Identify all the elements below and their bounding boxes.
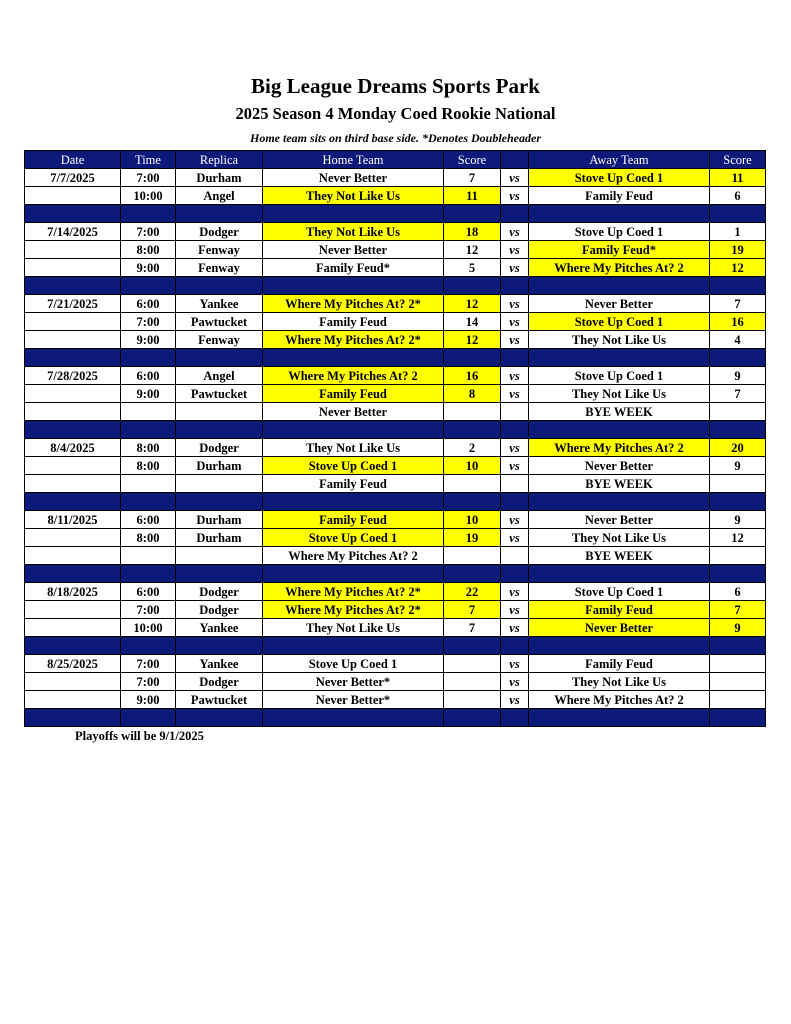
home-team: Family Feud* <box>263 259 444 277</box>
game-replica-field: Pawtucket <box>176 313 263 331</box>
separator-cell <box>25 637 121 655</box>
game-replica-field: Fenway <box>176 241 263 259</box>
separator-cell <box>501 349 529 367</box>
separator-cell <box>501 637 529 655</box>
game-replica-field: Pawtucket <box>176 691 263 709</box>
separator-cell <box>444 205 501 223</box>
separator-cell <box>444 493 501 511</box>
home-score: 8 <box>444 385 501 403</box>
vs-label: vs <box>501 511 529 529</box>
game-row <box>25 529 766 547</box>
away-score: 1 <box>710 223 766 241</box>
separator-cell <box>121 709 176 727</box>
vs-label: vs <box>501 223 529 241</box>
home-score: 2 <box>444 439 501 457</box>
separator-cell <box>25 493 121 511</box>
game-replica-field: Durham <box>176 169 263 187</box>
home-team: Where My Pitches At? 2* <box>263 331 444 349</box>
schedule-note: Home team sits on third base side. *Denotes Doubleheader <box>250 131 541 145</box>
separator-cell <box>176 421 263 439</box>
game-row <box>25 673 766 691</box>
separator-cell <box>710 637 766 655</box>
week-separator-row <box>25 349 766 367</box>
game-date <box>25 547 121 565</box>
away-team: Stove Up Coed 1 <box>529 367 710 385</box>
game-replica-field: Angel <box>176 367 263 385</box>
game-row <box>25 331 766 349</box>
game-replica-field: Yankee <box>176 295 263 313</box>
separator-cell <box>444 637 501 655</box>
game-date: 7/7/2025 <box>25 169 121 187</box>
home-team: Where My Pitches At? 2* <box>263 601 444 619</box>
game-replica-field <box>176 475 263 493</box>
away-team: Family Feud* <box>529 241 710 259</box>
week-separator-row <box>25 277 766 295</box>
separator-cell <box>263 205 444 223</box>
game-date <box>25 529 121 547</box>
game-date: 8/18/2025 <box>25 583 121 601</box>
home-team: Family Feud <box>263 385 444 403</box>
vs-label: vs <box>501 313 529 331</box>
game-date <box>25 619 121 637</box>
away-score <box>710 673 766 691</box>
game-row <box>25 475 766 493</box>
game-row <box>25 313 766 331</box>
home-score: 7 <box>444 619 501 637</box>
separator-cell <box>710 493 766 511</box>
game-date <box>25 259 121 277</box>
vs-label: vs <box>501 331 529 349</box>
away-score: 4 <box>710 331 766 349</box>
separator-cell <box>121 493 176 511</box>
game-time: 9:00 <box>121 691 176 709</box>
game-row <box>25 511 766 529</box>
game-replica-field <box>176 547 263 565</box>
home-score: 16 <box>444 367 501 385</box>
home-team: They Not Like Us <box>263 187 444 205</box>
away-score: 20 <box>710 439 766 457</box>
game-time: 7:00 <box>121 313 176 331</box>
schedule-table <box>24 150 766 727</box>
vs-label <box>501 403 529 421</box>
separator-cell <box>263 709 444 727</box>
away-score <box>710 655 766 673</box>
separator-cell <box>710 349 766 367</box>
home-score: 12 <box>444 331 501 349</box>
away-score <box>710 547 766 565</box>
separator-cell <box>176 349 263 367</box>
game-replica-field: Pawtucket <box>176 385 263 403</box>
away-score: 7 <box>710 385 766 403</box>
game-replica-field: Yankee <box>176 655 263 673</box>
home-team: Stove Up Coed 1 <box>263 655 444 673</box>
game-time: 8:00 <box>121 439 176 457</box>
game-time: 9:00 <box>121 259 176 277</box>
game-time: 7:00 <box>121 169 176 187</box>
vs-label: vs <box>501 295 529 313</box>
vs-label <box>501 475 529 493</box>
separator-cell <box>444 349 501 367</box>
separator-cell <box>121 637 176 655</box>
away-score: 11 <box>710 169 766 187</box>
game-row <box>25 583 766 601</box>
game-replica-field: Durham <box>176 457 263 475</box>
home-score: 22 <box>444 583 501 601</box>
home-team: Never Better <box>263 241 444 259</box>
away-team: Family Feud <box>529 187 710 205</box>
away-score: 16 <box>710 313 766 331</box>
separator-cell <box>263 493 444 511</box>
game-replica-field: Dodger <box>176 673 263 691</box>
game-date <box>25 691 121 709</box>
week-separator-row <box>25 493 766 511</box>
away-team: Stove Up Coed 1 <box>529 583 710 601</box>
game-time <box>121 475 176 493</box>
away-team: They Not Like Us <box>529 529 710 547</box>
away-score <box>710 403 766 421</box>
home-team: Where My Pitches At? 2 <box>263 547 444 565</box>
away-score: 12 <box>710 259 766 277</box>
separator-cell <box>25 205 121 223</box>
home-score <box>444 547 501 565</box>
separator-cell <box>501 277 529 295</box>
home-score: 11 <box>444 187 501 205</box>
separator-cell <box>176 709 263 727</box>
playoffs-note: Playoffs will be 9/1/2025 <box>75 729 204 743</box>
away-score: 7 <box>710 295 766 313</box>
vs-label: vs <box>501 601 529 619</box>
vs-label: vs <box>501 241 529 259</box>
separator-cell <box>263 277 444 295</box>
game-time: 8:00 <box>121 457 176 475</box>
game-date <box>25 385 121 403</box>
separator-cell <box>529 205 710 223</box>
game-date: 8/25/2025 <box>25 655 121 673</box>
separator-cell <box>25 349 121 367</box>
away-score <box>710 691 766 709</box>
separator-cell <box>710 277 766 295</box>
vs-label: vs <box>501 187 529 205</box>
game-time: 6:00 <box>121 583 176 601</box>
game-replica-field: Dodger <box>176 583 263 601</box>
game-time <box>121 403 176 421</box>
game-row <box>25 547 766 565</box>
game-time: 7:00 <box>121 655 176 673</box>
separator-cell <box>25 421 121 439</box>
separator-cell <box>501 493 529 511</box>
home-score <box>444 475 501 493</box>
away-team: Never Better <box>529 295 710 313</box>
game-date <box>25 241 121 259</box>
vs-label: vs <box>501 259 529 277</box>
vs-label: vs <box>501 367 529 385</box>
away-team: Never Better <box>529 511 710 529</box>
home-score <box>444 403 501 421</box>
game-row <box>25 655 766 673</box>
home-score: 19 <box>444 529 501 547</box>
separator-cell <box>710 709 766 727</box>
week-separator-row <box>25 709 766 727</box>
home-score: 7 <box>444 601 501 619</box>
separator-cell <box>444 565 501 583</box>
vs-label <box>501 547 529 565</box>
separator-cell <box>176 493 263 511</box>
game-time: 7:00 <box>121 673 176 691</box>
game-row <box>25 241 766 259</box>
home-score: 5 <box>444 259 501 277</box>
home-team: Family Feud <box>263 511 444 529</box>
game-date: 7/28/2025 <box>25 367 121 385</box>
vs-label: vs <box>501 673 529 691</box>
game-time: 9:00 <box>121 385 176 403</box>
home-team: Family Feud <box>263 313 444 331</box>
game-row <box>25 385 766 403</box>
game-date <box>25 601 121 619</box>
separator-cell <box>529 709 710 727</box>
away-score: 7 <box>710 601 766 619</box>
home-score: 12 <box>444 295 501 313</box>
game-time: 8:00 <box>121 241 176 259</box>
game-time: 6:00 <box>121 367 176 385</box>
away-team: Stove Up Coed 1 <box>529 223 710 241</box>
separator-cell <box>121 205 176 223</box>
away-team: Stove Up Coed 1 <box>529 169 710 187</box>
separator-cell <box>444 421 501 439</box>
vs-label: vs <box>501 691 529 709</box>
vs-label: vs <box>501 655 529 673</box>
vs-label: vs <box>501 169 529 187</box>
separator-cell <box>529 637 710 655</box>
separator-cell <box>444 709 501 727</box>
game-replica-field: Yankee <box>176 619 263 637</box>
vs-label: vs <box>501 385 529 403</box>
separator-cell <box>176 637 263 655</box>
game-row <box>25 691 766 709</box>
game-time: 6:00 <box>121 511 176 529</box>
away-score: 9 <box>710 619 766 637</box>
game-replica-field: Dodger <box>176 223 263 241</box>
col-header-replica: Replica <box>176 151 263 169</box>
game-row <box>25 187 766 205</box>
game-row <box>25 403 766 421</box>
home-team: Stove Up Coed 1 <box>263 457 444 475</box>
game-date <box>25 403 121 421</box>
home-team: Never Better <box>263 403 444 421</box>
game-row <box>25 457 766 475</box>
separator-cell <box>501 421 529 439</box>
away-score: 6 <box>710 187 766 205</box>
separator-cell <box>529 493 710 511</box>
away-team: BYE WEEK <box>529 403 710 421</box>
separator-cell <box>121 349 176 367</box>
away-team: Never Better <box>529 457 710 475</box>
vs-label: vs <box>501 457 529 475</box>
game-replica-field: Dodger <box>176 601 263 619</box>
col-header-home-team: Home Team <box>263 151 444 169</box>
away-score: 6 <box>710 583 766 601</box>
game-date: 7/21/2025 <box>25 295 121 313</box>
page-subtitle: 2025 Season 4 Monday Coed Rookie National <box>235 104 556 123</box>
separator-cell <box>529 277 710 295</box>
separator-cell <box>501 709 529 727</box>
away-score: 9 <box>710 367 766 385</box>
away-score: 19 <box>710 241 766 259</box>
home-team: They Not Like Us <box>263 619 444 637</box>
away-team: They Not Like Us <box>529 385 710 403</box>
vs-label: vs <box>501 583 529 601</box>
home-score <box>444 655 501 673</box>
week-separator-row <box>25 205 766 223</box>
home-score <box>444 691 501 709</box>
separator-cell <box>444 277 501 295</box>
col-header-vs <box>501 151 529 169</box>
home-score: 10 <box>444 511 501 529</box>
separator-cell <box>121 277 176 295</box>
home-team: Family Feud <box>263 475 444 493</box>
game-time: 10:00 <box>121 187 176 205</box>
game-row <box>25 367 766 385</box>
game-time <box>121 547 176 565</box>
game-row <box>25 619 766 637</box>
game-row <box>25 223 766 241</box>
separator-cell <box>25 709 121 727</box>
separator-cell <box>121 565 176 583</box>
home-score: 14 <box>444 313 501 331</box>
separator-cell <box>25 277 121 295</box>
home-score: 10 <box>444 457 501 475</box>
col-header-home-score: Score <box>444 151 501 169</box>
separator-cell <box>501 565 529 583</box>
separator-cell <box>263 637 444 655</box>
game-time: 7:00 <box>121 223 176 241</box>
home-team: Where My Pitches At? 2* <box>263 295 444 313</box>
away-score: 12 <box>710 529 766 547</box>
col-header-away-score: Score <box>710 151 766 169</box>
separator-cell <box>263 349 444 367</box>
vs-label: vs <box>501 529 529 547</box>
vs-label: vs <box>501 619 529 637</box>
home-team: Where My Pitches At? 2* <box>263 583 444 601</box>
game-time: 10:00 <box>121 619 176 637</box>
away-team: BYE WEEK <box>529 475 710 493</box>
page-title: Big League Dreams Sports Park <box>251 74 540 98</box>
separator-cell <box>529 349 710 367</box>
week-separator-row <box>25 637 766 655</box>
game-time: 8:00 <box>121 529 176 547</box>
col-header-date: Date <box>25 151 121 169</box>
away-team: Never Better <box>529 619 710 637</box>
game-replica-field: Fenway <box>176 259 263 277</box>
game-replica-field: Angel <box>176 187 263 205</box>
away-team: Family Feud <box>529 601 710 619</box>
home-score: 12 <box>444 241 501 259</box>
separator-cell <box>263 565 444 583</box>
separator-cell <box>529 565 710 583</box>
game-date <box>25 457 121 475</box>
away-score <box>710 475 766 493</box>
game-replica-field: Durham <box>176 529 263 547</box>
week-separator-row <box>25 565 766 583</box>
separator-cell <box>121 421 176 439</box>
home-team: They Not Like Us <box>263 223 444 241</box>
home-team: Stove Up Coed 1 <box>263 529 444 547</box>
vs-label: vs <box>501 439 529 457</box>
separator-cell <box>176 205 263 223</box>
game-replica-field: Fenway <box>176 331 263 349</box>
separator-cell <box>176 565 263 583</box>
away-team: BYE WEEK <box>529 547 710 565</box>
home-team: They Not Like Us <box>263 439 444 457</box>
game-replica-field: Durham <box>176 511 263 529</box>
home-team: Never Better* <box>263 673 444 691</box>
game-replica-field: Dodger <box>176 439 263 457</box>
separator-cell <box>710 565 766 583</box>
col-header-away-team: Away Team <box>529 151 710 169</box>
game-date: 8/11/2025 <box>25 511 121 529</box>
game-time: 9:00 <box>121 331 176 349</box>
away-score: 9 <box>710 457 766 475</box>
away-team: Stove Up Coed 1 <box>529 313 710 331</box>
separator-cell <box>501 205 529 223</box>
away-team: Family Feud <box>529 655 710 673</box>
separator-cell <box>176 277 263 295</box>
separator-cell <box>710 421 766 439</box>
game-time: 7:00 <box>121 601 176 619</box>
game-row <box>25 169 766 187</box>
game-row <box>25 601 766 619</box>
game-date: 7/14/2025 <box>25 223 121 241</box>
away-team: Where My Pitches At? 2 <box>529 691 710 709</box>
game-replica-field <box>176 403 263 421</box>
game-date: 8/4/2025 <box>25 439 121 457</box>
away-score: 9 <box>710 511 766 529</box>
home-team: Never Better* <box>263 691 444 709</box>
col-header-time: Time <box>121 151 176 169</box>
game-date <box>25 475 121 493</box>
game-date <box>25 187 121 205</box>
separator-cell <box>263 421 444 439</box>
away-team: They Not Like Us <box>529 331 710 349</box>
game-row <box>25 295 766 313</box>
game-time: 6:00 <box>121 295 176 313</box>
separator-cell <box>529 421 710 439</box>
home-team: Where My Pitches At? 2 <box>263 367 444 385</box>
separator-cell <box>25 565 121 583</box>
home-score <box>444 673 501 691</box>
game-row <box>25 439 766 457</box>
away-team: They Not Like Us <box>529 673 710 691</box>
home-team: Never Better <box>263 169 444 187</box>
away-team: Where My Pitches At? 2 <box>529 259 710 277</box>
game-date <box>25 331 121 349</box>
week-separator-row <box>25 421 766 439</box>
game-row <box>25 259 766 277</box>
schedule-body <box>25 169 766 727</box>
game-date <box>25 673 121 691</box>
away-team: Where My Pitches At? 2 <box>529 439 710 457</box>
game-date <box>25 313 121 331</box>
separator-cell <box>710 205 766 223</box>
header-row <box>25 151 766 169</box>
home-score: 7 <box>444 169 501 187</box>
home-score: 18 <box>444 223 501 241</box>
